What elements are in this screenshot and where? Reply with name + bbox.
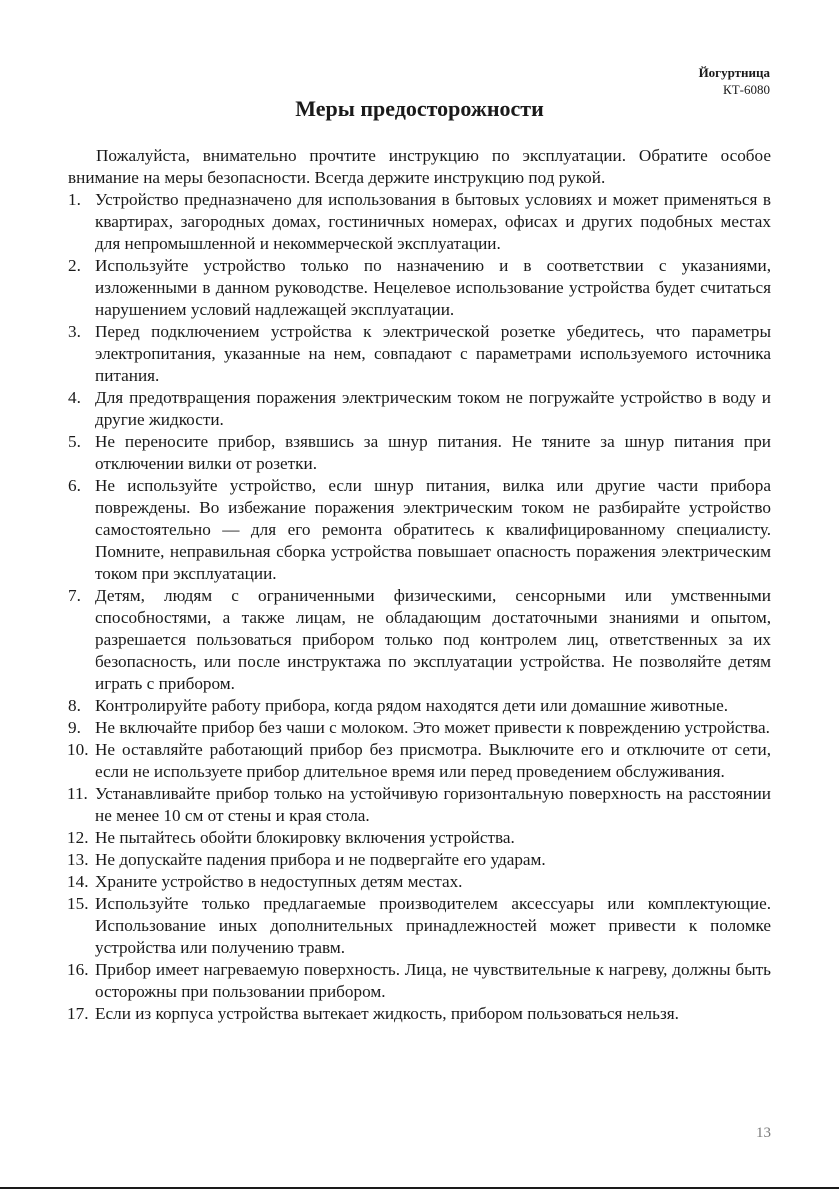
safety-rule-item bbox=[68, 255, 771, 321]
safety-rule-item bbox=[68, 475, 771, 585]
rule-text: Детям, людям с ограниченными физическими, сенсорными или умственными способностями, а также лицам, не обладающим достаточными знаниями и опытом, разрешается пользоваться прибором только под контролем лиц, ответственных за их безопасность, или после инструктажа по эксплуатации устройства. Не позволяйте детям играть с прибором. bbox=[95, 586, 771, 693]
rule-text: Не включайте прибор без чаши с молоком. Это может привести к повреждению устройства. bbox=[95, 718, 770, 737]
rule-text: Для предотвращения поражения электрическим током не погружайте устройство в воду и другие жидкости. bbox=[95, 388, 771, 429]
rule-number: 2. bbox=[68, 256, 81, 275]
safety-rule-item bbox=[68, 695, 771, 717]
rule-number: 10. bbox=[67, 740, 89, 759]
rule-text: Храните устройство в недоступных детям местах. bbox=[95, 872, 463, 891]
rule-text: Не переносите прибор, взявшись за шнур питания. Не тяните за шнур питания при отключении вилки от розетки. bbox=[95, 432, 771, 473]
rule-number: 12. bbox=[67, 828, 89, 847]
rule-text: Не используйте устройство, если шнур питания, вилка или другие части прибора повреждены. Во избежание поражения электрическим током не разбирайте устройство самостоятельно — для его ремонта обратитесь к квалифицированному специалисту. Помните, неправильная сборка устройства повышает опасность поражения электрическим током при эксплуатации. bbox=[95, 476, 771, 583]
header-model-number: КТ-6080 bbox=[723, 82, 770, 97]
rule-number: 4. bbox=[68, 388, 81, 407]
safety-rule-item bbox=[68, 321, 771, 387]
rule-number: 1. bbox=[68, 190, 81, 209]
safety-rule-item bbox=[68, 585, 771, 695]
rule-text: Устройство предназначено для использования в бытовых условиях и может применяться в квартирах, загородных домах, гостиничных номерах, офисах и других подобных местах для непромышленной и некоммерческой эксплуатации. bbox=[95, 190, 771, 253]
rule-number: 14. bbox=[67, 872, 89, 891]
safety-rule-item bbox=[68, 739, 771, 783]
safety-rule-item bbox=[68, 189, 771, 255]
rule-text: Не оставляйте работающий прибор без присмотра. Выключите его и отключите от сети, если не используете прибор длительное время или перед проведением обслуживания. bbox=[95, 740, 771, 781]
header-product-name: Йогуртница bbox=[698, 65, 770, 80]
safety-rule-item bbox=[68, 849, 771, 871]
safety-rule-item bbox=[68, 827, 771, 849]
rule-text: Прибор имеет нагреваемую поверхность. Лица, не чувствительные к нагреву, должны быть осторожны при пользовании прибором. bbox=[95, 960, 771, 1001]
safety-rule-item bbox=[68, 959, 771, 1003]
rule-number: 3. bbox=[68, 322, 81, 341]
rule-number: 6. bbox=[68, 476, 81, 495]
rule-number: 9. bbox=[68, 718, 81, 737]
page-title: Меры предосторожности bbox=[295, 96, 544, 121]
safety-rules-list bbox=[68, 189, 771, 1025]
rule-text: Устанавливайте прибор только на устойчивую горизонтальную поверхность на расстоянии не менее 10 см от стены и края стола. bbox=[95, 784, 771, 825]
intro-paragraph: Пожалуйста, внимательно прочтите инструкцию по эксплуатации. Обратите особое внимание на меры безопасности. Всегда держите инструкцию под рукой. bbox=[68, 146, 771, 187]
safety-rule-item bbox=[68, 387, 771, 431]
rule-number: 5. bbox=[68, 432, 81, 451]
rule-number: 8. bbox=[68, 696, 81, 715]
safety-rule-item bbox=[68, 431, 771, 475]
safety-rule-item bbox=[68, 1003, 771, 1025]
rule-number: 16. bbox=[67, 960, 89, 979]
rule-number: 15. bbox=[67, 894, 89, 913]
rule-number: 13. bbox=[67, 850, 89, 869]
rule-text: Не допускайте падения прибора и не подвергайте его ударам. bbox=[95, 850, 546, 869]
safety-rule-item bbox=[68, 871, 771, 893]
running-header bbox=[699, 64, 770, 98]
safety-rule-item bbox=[68, 717, 771, 739]
rule-text: Используйте устройство только по назначению и в соответствии с указаниями, изложенными в данном руководстве. Нецелевое использование устройства будет считаться нарушением условий надлежащей эксплуатации. bbox=[95, 256, 771, 319]
main-content bbox=[68, 145, 771, 1025]
rule-text: Используйте только предлагаемые производителем аксессуары или комплектующие. Использование иных дополнительных принадлежностей может привести к поломке устройства или получению травм. bbox=[95, 894, 771, 957]
rule-number: 17. bbox=[67, 1004, 89, 1023]
rule-text: Если из корпуса устройства вытекает жидкость, прибором пользоваться нельзя. bbox=[95, 1004, 679, 1023]
safety-rule-item bbox=[68, 893, 771, 959]
rule-text: Контролируйте работу прибора, когда рядом находятся дети или домашние животные. bbox=[95, 696, 729, 715]
bottom-border-line bbox=[0, 1187, 839, 1189]
safety-rule-item bbox=[68, 783, 771, 827]
page-number: 13 bbox=[756, 1125, 771, 1141]
rule-text: Не пытайтесь обойти блокировку включения устройства. bbox=[95, 828, 515, 847]
rule-text: Перед подключением устройства к электрической розетке убедитесь, что параметры электропитания, указанные на нем, совпадают с параметрами используемого источника питания. bbox=[95, 322, 771, 385]
rule-number: 11. bbox=[67, 784, 88, 803]
rule-number: 7. bbox=[68, 586, 81, 605]
